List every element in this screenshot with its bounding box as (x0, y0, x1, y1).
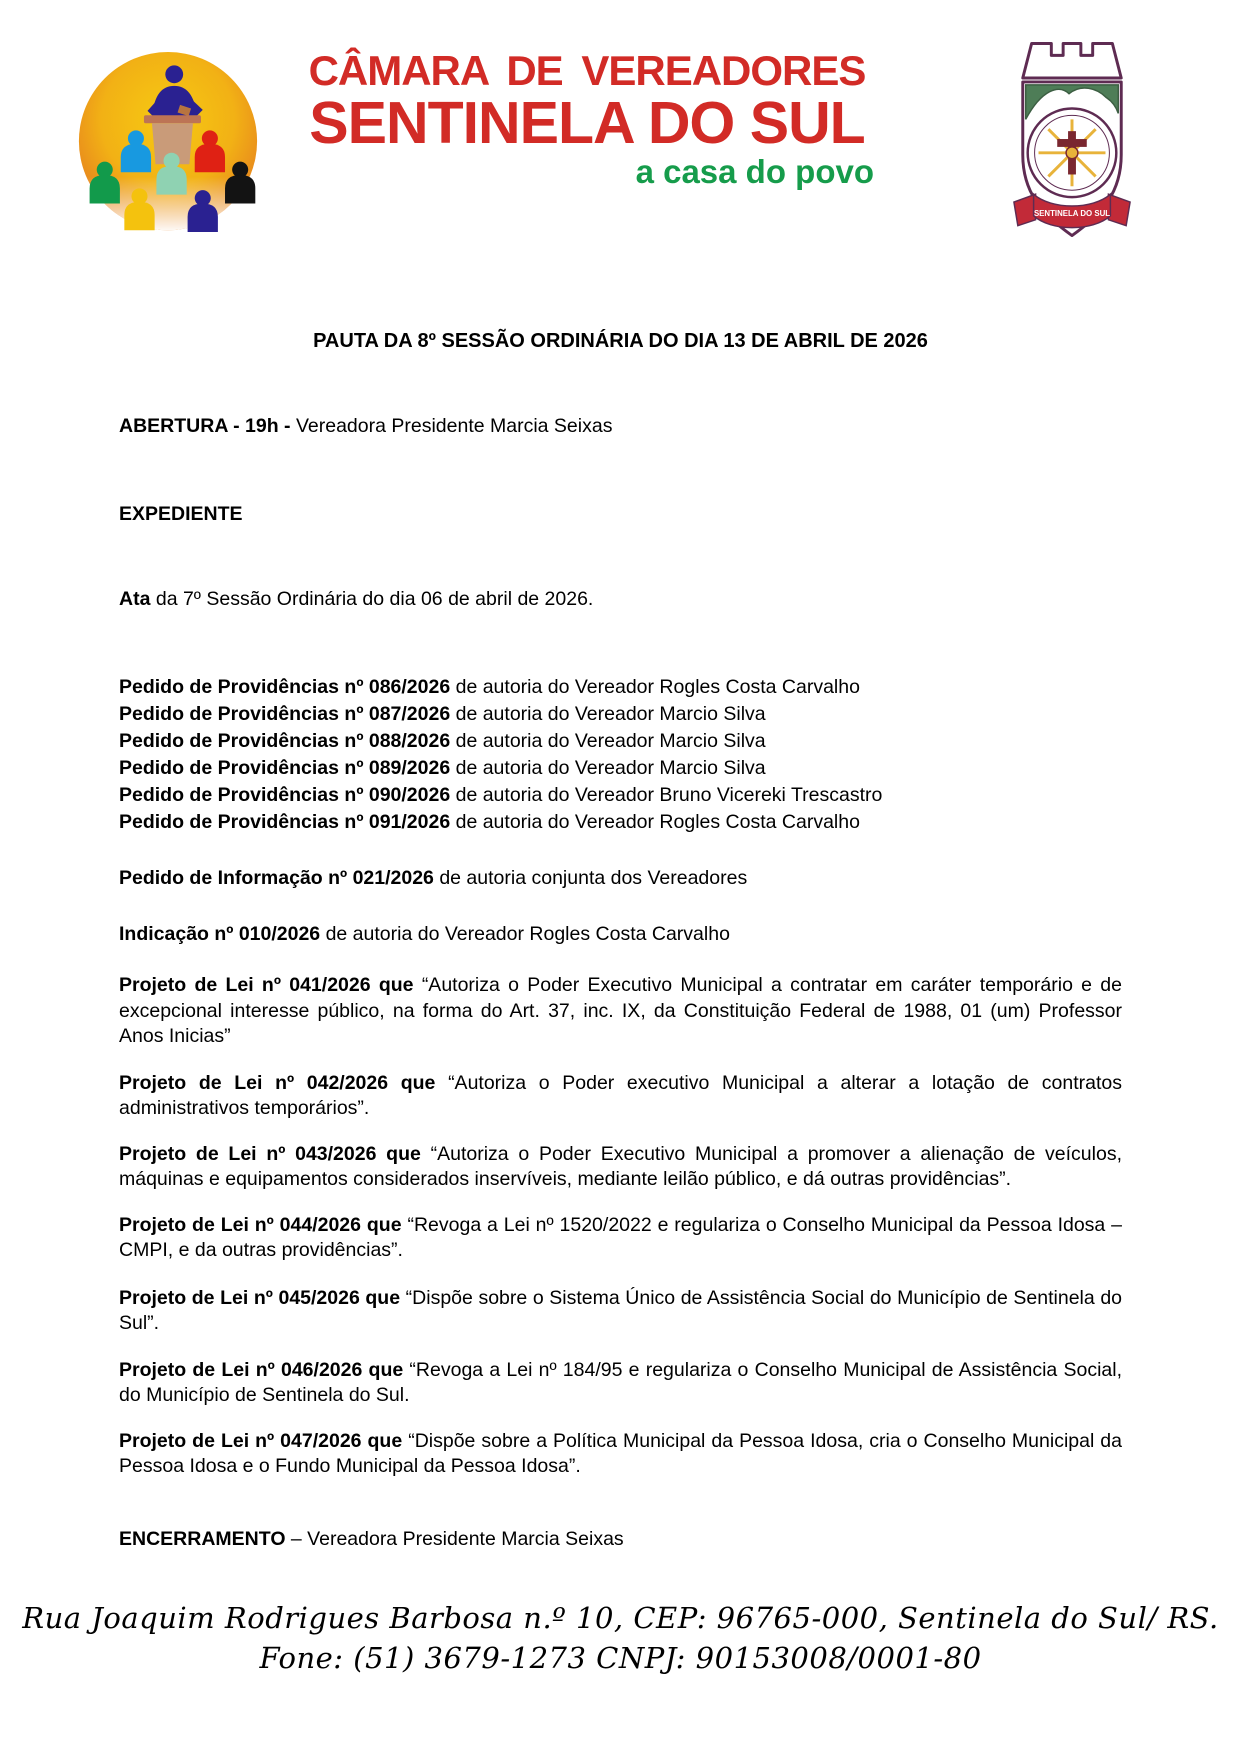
city-crest-icon (1008, 36, 1136, 246)
crest-banner-text: SENTINELA DO SUL (1033, 208, 1111, 218)
pedido-informacao-text: de autoria conjunta dos Vereadores (439, 867, 748, 889)
ata-label: Ata (119, 588, 151, 610)
indicacao-line (119, 921, 1122, 948)
list-item (119, 674, 1122, 701)
projeto-paragraph (119, 1286, 1122, 1337)
projeto-text: “Autoriza o Poder Executivo Municipal a promover a alienação de veículos, máquinas e equipamentos considerados inservíveis, mediante leilão público, e dá outras providências”. (119, 1142, 1122, 1190)
projeto-label: Projeto de Lei nº 047/2026 que (119, 1429, 403, 1452)
pedido-informacao-line (119, 865, 1122, 892)
projeto-text: “Revoga a Lei nº 1520/2022 e regulariza o Conselho Municipal da Pessoa Idosa – CMPI, e da outras providências”. (119, 1213, 1122, 1261)
projeto-label: Projeto de Lei nº 044/2026 que (119, 1213, 402, 1236)
ata-text: da 7º Sessão Ordinária do dia 06 de abril de 2026. (155, 588, 594, 610)
pedidos-providencias-list (119, 674, 1122, 836)
council-logo (70, 38, 266, 246)
projeto-text: “Autoriza o Poder Executivo Municipal a contratar em caráter temporário e de excepcional interesse público, na forma do Art. 37, inc. IX, da Constituição Federal de 1988, 01 (um) Professor Anos Inicias” (119, 974, 1122, 1047)
pedido-text: de autoria do Vereador Rogles Costa Carvalho (455, 811, 860, 833)
projeto-text: “Revoga a Lei nº 184/95 e regulariza o Conselho Municipal de Assistência Social, do Município de Sentinela do Sul. (119, 1358, 1122, 1406)
projeto-paragraph (119, 1429, 1122, 1480)
expediente-heading: EXPEDIENTE (119, 503, 243, 525)
projeto-label: Projeto de Lei nº 041/2026 que (119, 974, 414, 996)
pedido-label: Pedido de Providências nº 089/2026 (119, 757, 451, 779)
ata-line (119, 586, 1122, 613)
list-item (119, 728, 1122, 755)
pedido-text: de autoria do Vereador Marcio Silva (455, 730, 766, 752)
abertura-text: Vereadora Presidente Marcia Seixas (295, 415, 613, 437)
abertura-line (119, 413, 1122, 440)
pedido-informacao-label: Pedido de Informação nº 021/2026 (119, 867, 434, 889)
pedido-label: Pedido de Providências nº 088/2026 (119, 730, 451, 752)
abertura-label: ABERTURA - 19h - (119, 415, 291, 437)
pedido-label: Pedido de Providências nº 086/2026 (119, 676, 451, 698)
brand-wordmark (292, 47, 882, 190)
list-item (119, 701, 1122, 728)
pedido-text: de autoria do Vereador Bruno Vicereki Trescastro (455, 784, 883, 806)
pedido-label: Pedido de Providências nº 091/2026 (119, 811, 451, 833)
people-podium-icon (70, 38, 266, 246)
projeto-label: Projeto de Lei nº 046/2026 que (119, 1358, 404, 1381)
pedido-label: Pedido de Providências nº 087/2026 (119, 703, 451, 725)
footer-phone-line: Fone: (51) 3679-1273 CNPJ: 90153008/0001-80 (259, 1641, 982, 1675)
projeto-label: Projeto de Lei nº 045/2026 que (119, 1286, 401, 1309)
pedido-text: de autoria do Vereador Marcio Silva (455, 757, 766, 779)
projeto-paragraph (119, 1142, 1122, 1193)
pedido-text: de autoria do Vereador Rogles Costa Carvalho (455, 676, 860, 698)
encerramento-text: – Vereadora Presidente Marcia Seixas (290, 1527, 624, 1550)
list-item (119, 755, 1122, 782)
projeto-text: “Dispõe sobre o Sistema Único de Assistência Social do Município de Sentinela do Sul”. (119, 1286, 1123, 1334)
projeto-paragraph (119, 1071, 1122, 1122)
city-crest (1008, 36, 1136, 246)
projeto-text: “Dispõe sobre a Política Municipal da Pessoa Idosa, cria o Conselho Municipal da Pessoa Idosa e o Fundo Municipal da Pessoa Idosa”. (119, 1429, 1122, 1477)
document-body (0, 330, 1241, 1553)
footer-address-line: Rua Joaquim Rodrigues Barbosa n.º 10, CEP: 96765-000, Sentinela do Sul/ RS. (22, 1601, 1219, 1635)
pedido-label: Pedido de Providências nº 090/2026 (119, 784, 451, 806)
brand-line1: CÂMARA DE VEREADORES (308, 47, 866, 94)
address-footer (0, 1598, 1241, 1678)
projeto-paragraph (119, 1358, 1122, 1409)
pedido-text: de autoria do Vereador Marcio Silva (455, 703, 766, 725)
projeto-label: Projeto de Lei nº 042/2026 que (119, 1071, 436, 1094)
brand-line2: SENTINELA DO SUL (309, 89, 865, 156)
projeto-paragraph (119, 973, 1122, 1050)
indicacao-label: Indicação nº 010/2026 (119, 923, 321, 945)
brand-tagline: a casa do povo (635, 153, 874, 190)
page-title: PAUTA DA 8º SESSÃO ORDINÁRIA DO DIA 13 DE ABRIL DE 2026 (313, 330, 928, 352)
indicacao-text: de autoria do Vereador Rogles Costa Carvalho (325, 923, 730, 945)
projeto-label: Projeto de Lei nº 043/2026 que (119, 1142, 421, 1165)
projeto-text: “Autoriza o Poder executivo Municipal a alterar a lotação de contratos administrativos temporários”. (119, 1071, 1122, 1119)
list-item (119, 809, 1122, 836)
encerramento-label: ENCERRAMENTO (119, 1527, 286, 1550)
projeto-paragraph (119, 1213, 1122, 1264)
encerramento-line (119, 1526, 1122, 1553)
list-item (119, 782, 1122, 809)
